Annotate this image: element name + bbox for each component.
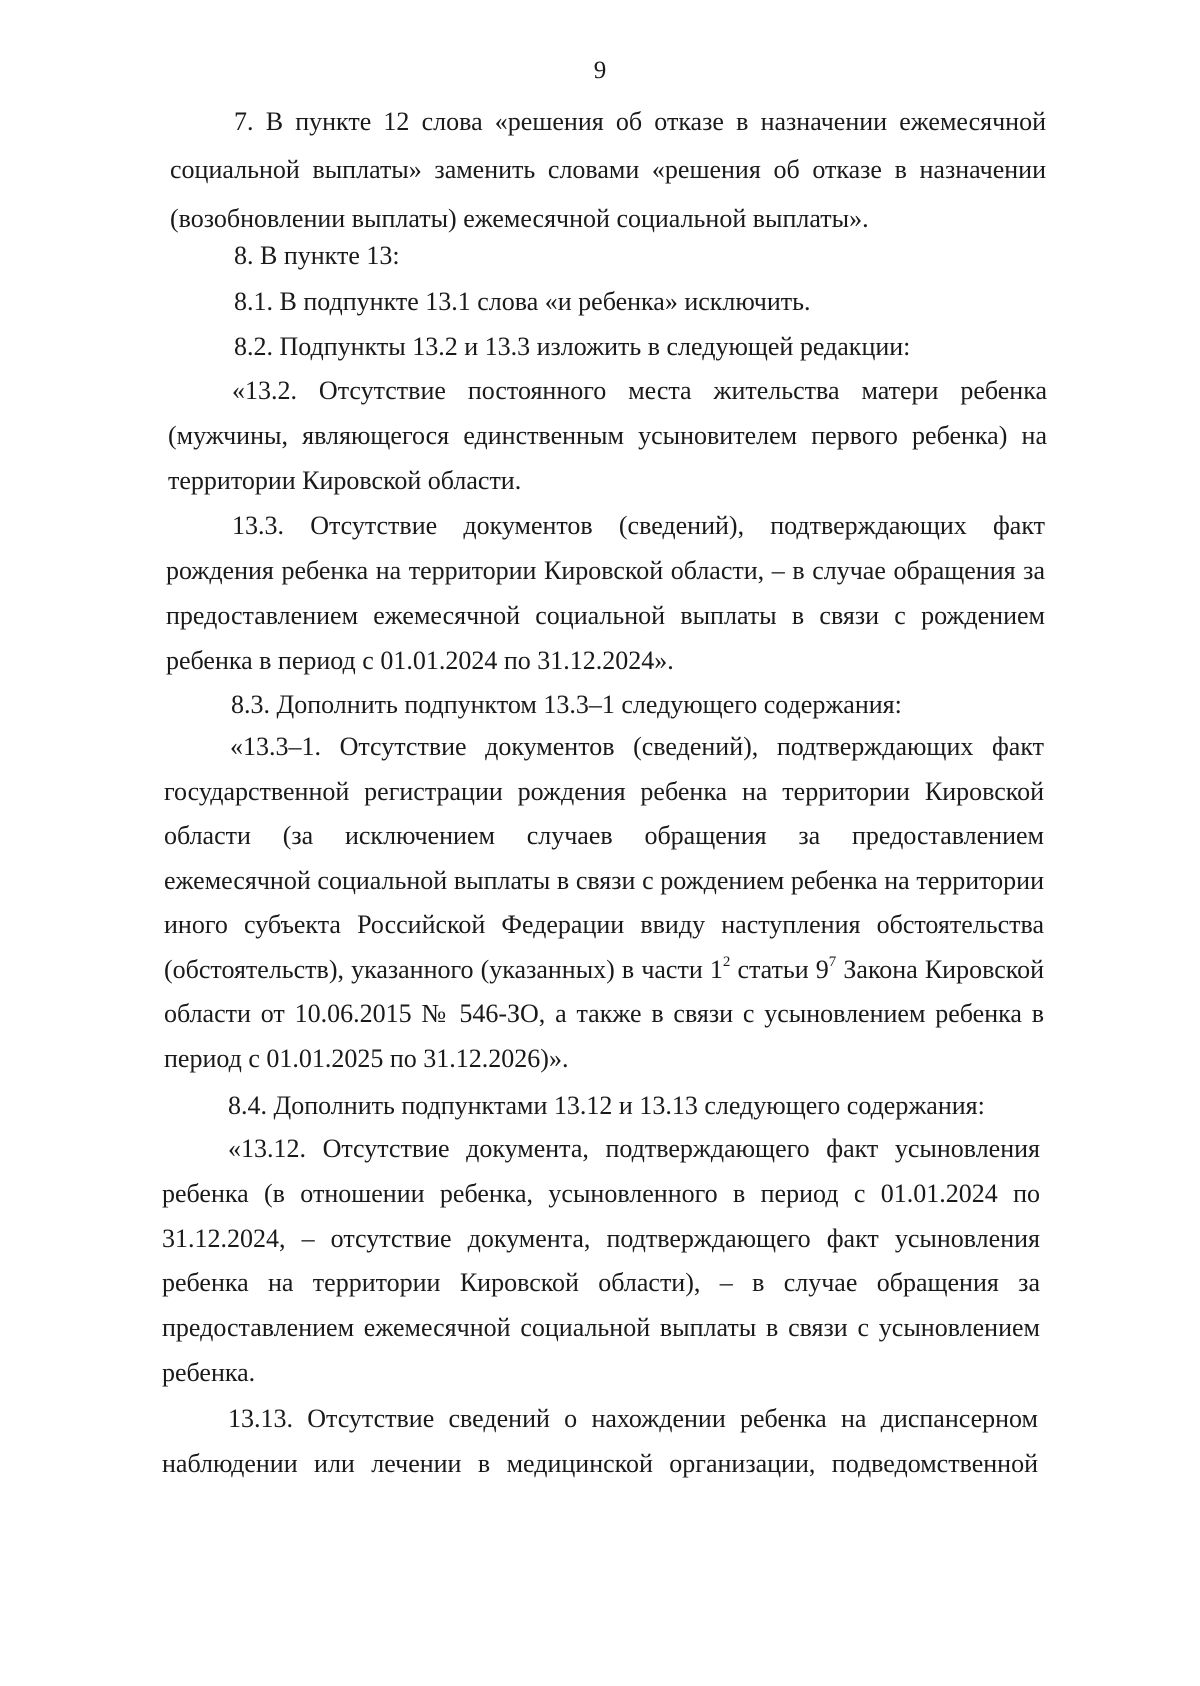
paragraph-subitem-13-12: «13.12. Отсутствие документа, подтверждающего факт усыновления ребенка (в отношении ребенка, усыновленного в период с 01.01.2024 по 31.12.2024, – отсутствие документа, подтверждающего факт усыновления ребенка на территории Кировской области), – в случае обращения за предоставлением ежемесячной социальной выплаты в связи с усыновлением ребенка. <box>162 1134 1040 1387</box>
paragraph-item-7: 7. В пункте 12 слова «решения об отказе в назначении ежемесячной социальной выплаты» заменить словами «решения об отказе в назначении (возобновлении выплаты) ежемесячной социальной выплаты». <box>170 107 1046 233</box>
paragraph-item-8-2: 8.2. Подпункты 13.2 и 13.3 изложить в следующей редакции: <box>234 332 911 361</box>
paragraph-subitem-13-2: «13.2. Отсутствие постоянного места жительства матери ребенка (мужчины, являющегося единственным усыновителем первого ребенка) на территории Кировской области. <box>168 376 1047 495</box>
paragraph-subitem-13-3: 13.3. Отсутствие документов (сведений), подтверждающих факт рождения ребенка на территории Кировской области, – в случае обращения за предоставлением ежемесячной социальной выплаты в связи с рождением ребенка в период с 01.01.2024 по 31.12.2024». <box>166 511 1045 675</box>
superscript-article: 7 <box>828 953 837 970</box>
superscript-part: 2 <box>722 953 731 970</box>
subitem-13-3-1-text-part1: «13.3–1. Отсутствие документов (сведений), подтверждающих факт государственной регистрации рождения ребенка на территории Кировской области (за исключением случаев обращения за предоставлением ежемесячной социальной выплаты в связи с рождением ребенка на территории иного субъекта Российской Федерации ввиду наступления обстоятельства (обстоятельств), указанного (указанных) в части 1 <box>164 732 1044 984</box>
paragraph-item-8: 8. В пункте 13: <box>234 241 400 270</box>
paragraph-item-8-1: 8.1. В подпункте 13.1 слова «и ребенка» исключить. <box>234 287 811 316</box>
page-number: 9 <box>593 57 607 84</box>
subitem-13-3-1-text-part3: Закона Кировской области от 10.06.2015 № 546-ЗО, а также в связи с усыновлением ребенка в период с 01.01.2025 по 31.12.2026)». <box>164 954 1044 1073</box>
paragraph-item-8-4: 8.4. Дополнить подпунктами 13.12 и 13.13 следующего содержания: <box>228 1091 985 1120</box>
paragraph-subitem-13-13: 13.13. Отсутствие сведений о нахождении ребенка на диспансерном наблюдении или лечении в медицинской организации, подведомственной <box>162 1404 1038 1478</box>
paragraph-subitem-13-3-1 <box>164 725 1044 1081</box>
paragraph-item-8-3: 8.3. Дополнить подпунктом 13.3–1 следующего содержания: <box>231 690 902 719</box>
subitem-13-3-1-text-part2: статьи 9 <box>730 954 829 984</box>
